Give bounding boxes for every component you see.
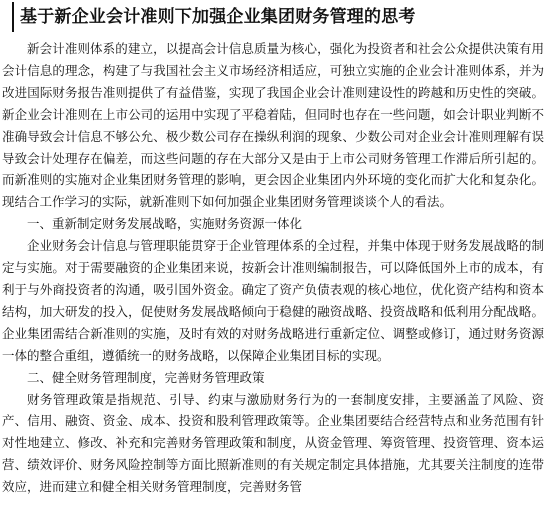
intro-paragraph: 新会计准则体系的建立，以提高会计信息质量为核心，强化为投资者和社会公众提供决策有用会计信息的理念，构建了与我国社会主义市场经济相适应，可独立实施的企业会计准则体系，并为改进国际财务报告准则提供了有益借鉴，实现了我国企业会计准则建设性的跨越和历史性的突破。新企业会计准则在上市公司的运用中实现了平稳着陆，但同时也存在一些问题，如会计职业判断不准确导致会计信息不够公允、极少数公司存在操纵利润的现象、少数公司对企业会计准则理解有误导致会计处理存在偏差，而这些问题的存在大部分又是由于上市公司财务管理工作滞后所引起的。而新准则的实施对企业集团财务管理的影响，更会因企业集团内外环境的变化而扩大化和复杂化。现结合工作学习的实际，就新准则下如何加强企业集团财务管理谈谈个人的看法。 [2,41,544,210]
section-heading-1: 一、重新制定财务发展战略，实施财务资源一体化 [27,216,303,232]
document-title: 基于新企业会计准则下加强企业集团财务管理的思考 [12,2,546,32]
section-heading-2: 二、健全财务管理制度，完善财务管理政策 [27,369,265,385]
document-body [2,38,544,498]
section-paragraph-2: 财务管理政策是指规范、引导、约束与激励财务行为的一套制度安排，主要涵盖了风险、资产、信用、融资、资金、成本、投资和股利管理政策等。企业集团要结合经营特点和业务范围有针对性地建立、修改、补充和完善财务管理政策和制度，从资金管理、筹资管理、投资管理、资本运营、绩效评价、财务风险控制等方面比照新准则的有关规定制定具体措施，尤其要关注制度的连带效应，进而建立和健全相关财务管理制度，完善财务管 [2,391,544,495]
section-paragraph-1: 企业财务会计信息与管理职能贯穿于企业管理体系的全过程，并集中体现于财务发展战略的制定与实施。对于需要融资的企业集团来说，按新会计准则编制报告，可以降低国外上市的成本，有利于与外商投资者的沟通，吸引国外资金。确定了资产负债表观的核心地位，优化资产结构和资本结构，加大研发的投入，促使财务发展战略倾向于稳健的融资战略、投资战略和低利用分配战略。企业集团需结合新准则的实施，及时有效的对财务战略进行重新定位、调整或修订，通过财务资源一体的整合重组，遵循统一的财务战略，以保障企业集团目标的实现。 [2,238,544,363]
